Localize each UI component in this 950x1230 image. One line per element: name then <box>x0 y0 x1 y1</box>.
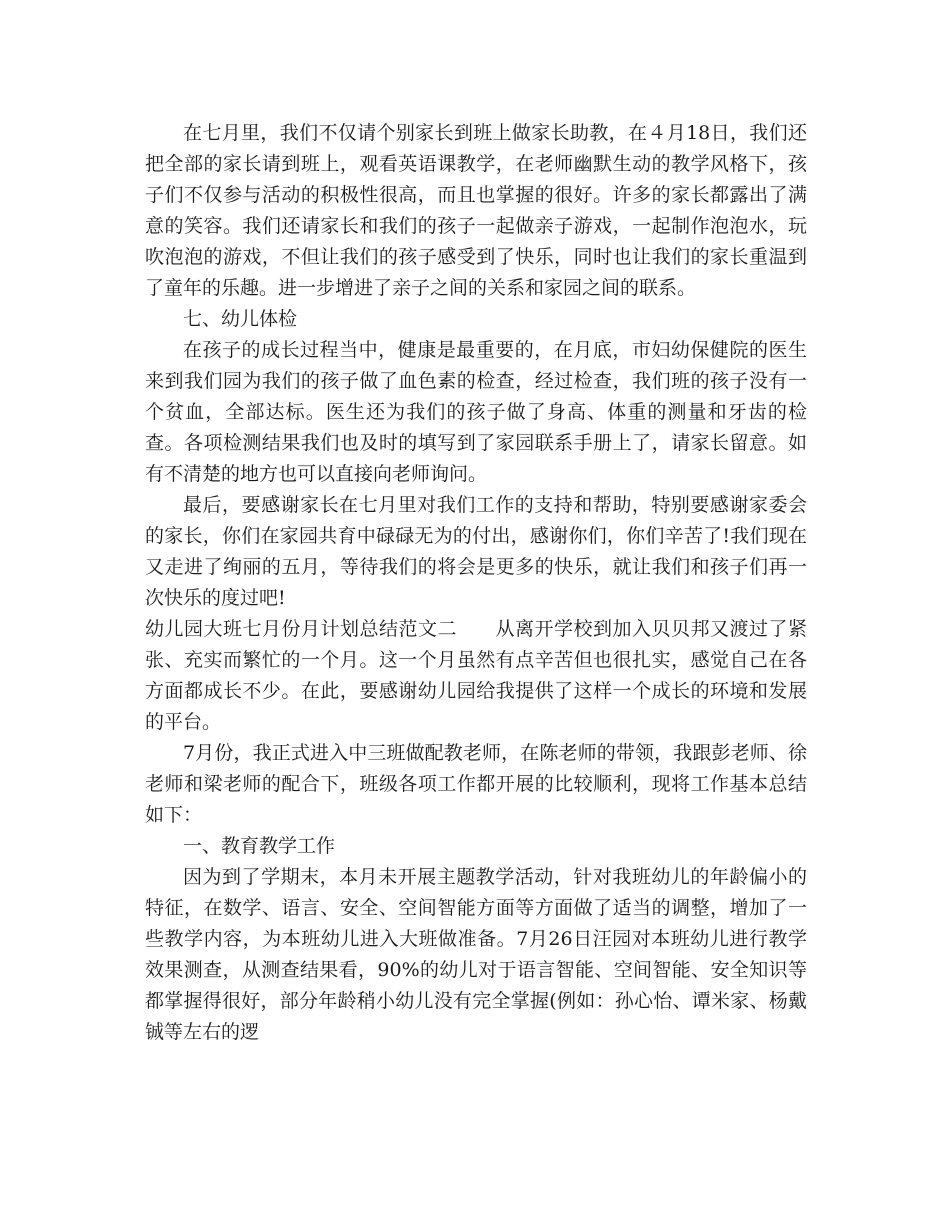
paragraph-health-check: 在孩子的成长过程当中，健康是最重要的，在月底，市妇幼保健院的医生来到我们园为我们的孩子做了血色素的检查，经过检查，我们班的孩子没有一个贫血，全部达标。医生还为我们的孩子做了身高、体重的测量和牙齿的检查。各项检测结果我们也及时的填写到了家园联系手册上了，请家长留意。如有不清楚的地方也可以直接向老师询问。 <box>145 339 807 485</box>
paragraph-sample-two <box>145 614 807 738</box>
paragraph-july-role: 7月份，我正式进入中三班做配教老师，在陈老师的带领，我跟彭老师、徐老师和梁老师的配合下，班级各项工作都开展的比较顺利，现将工作基本总结如下： <box>145 742 807 826</box>
paragraph-thanks: 最后，要感谢家长在七月里对我们工作的支持和帮助，特别要感谢家委会的家长，你们在家园共育中碌碌无为的付出，感谢你们，你们辛苦了!我们现在又走进了绚丽的五月，等待我们的将会是更多的快乐，就让我们和孩子们再一次快乐的度过吧! <box>145 494 807 609</box>
sample-two-title: 幼儿园大班七月份月计划总结范文二 <box>145 618 457 640</box>
sample-two-intro: 从离开学校到加入贝贝邦又渡过了紧张、充实而繁忙的一个月。这一个月虽然有点辛苦但也很扎实，感觉自己在各方面都成长不少。在此，要感谢幼儿园给我提供了这样一个成长的环境和发展的平台。 <box>145 618 807 733</box>
document-page <box>145 118 807 1048</box>
paragraph-teaching: 因为到了学期末，本月未开展主题教学活动，针对我班幼儿的年龄偏小的特征，在数学、语言、安全、空间智能方面等方面做了适当的调整，增加了一些教学内容，为本班幼儿进入大班做准备。7月26日汪园对本班幼儿进行教学效果测查，从测查结果看，90%的幼儿对于语言智能、空间智能、安全知识等都掌握得很好，部分年龄稍小幼儿没有完全掌握(例如：孙心怡、谭米家、杨戴铖等左右的逻 <box>145 866 807 1043</box>
section-heading-health-check: 七、幼儿体检 <box>183 308 298 330</box>
paragraph-parent-assistants: 在七月里，我们不仅请个别家长到班上做家长助教，在４月18日，我们还把全部的家长请到班上，观看英语课教学，在老师幽默生动的教学风格下，孩子们不仅参与活动的积极性很高，而且也掌握的很好。许多的家长都露出了满意的笑容。我们还请家长和我们的孩子一起做亲子游戏，一起制作泡泡水，玩吹泡泡的游戏，不但让我们的孩子感受到了快乐，同时也让我们的家长重温到了童年的乐趣。进一步增进了亲子之间的关系和家园之间的联系。 <box>145 122 807 299</box>
section-heading-teaching: 一、教育教学工作 <box>183 835 336 857</box>
